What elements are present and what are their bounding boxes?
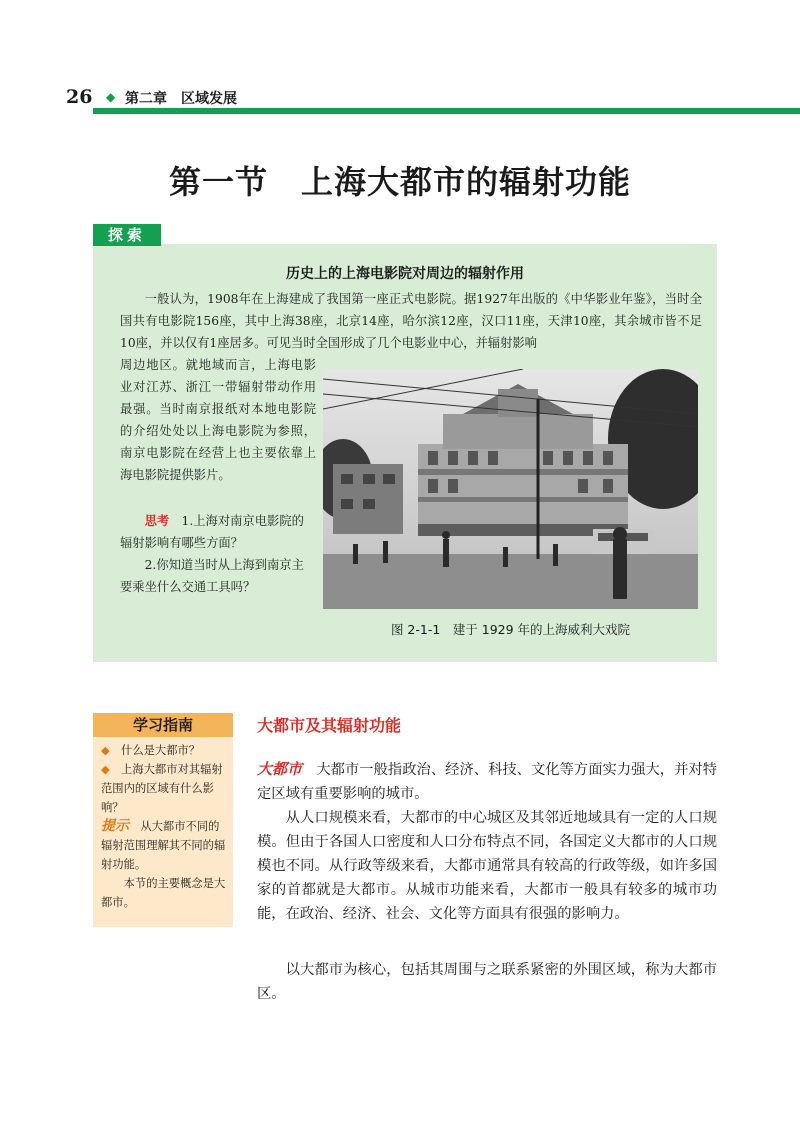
guide-concept: 本节的主要概念是大都市。	[101, 877, 226, 909]
body-paragraph: 从人口规模来看，大都市的中心城区及其邻近地域具有一定的人口规模。但由于各国人口密度和人口分布特点不同，各国定义大都市的人口规模也不同。从行政等级来看，大都市通常具有较高的行政等级，如许多国家的首都就是大都市。从城市功能来看，大都市一般具有较多的城市功能，在政治、经济、社会、文化等方面具有很强的影响力。	[257, 810, 717, 922]
explore-tab: 探索	[93, 224, 161, 246]
header-rule	[93, 108, 800, 114]
think-questions	[120, 510, 316, 598]
explore-paragraph-continued: 周边地区。就地域而言，上海电影业对江苏、浙江一带辐射带动作用最强。当时南京报纸对本地电影院的介绍处处以上海电影院为参照，南京电影院在经营上也主要依靠上海电影院提供影片。	[120, 358, 316, 482]
theater-photo	[323, 369, 698, 609]
subsection-heading: 大都市及其辐射功能	[257, 716, 402, 735]
study-guide-heading: 学习指南	[93, 713, 233, 737]
definition-term: 大都市	[257, 760, 303, 778]
think-question-1: 1.上海对南京电影院的辐射影响有哪些方面？	[120, 514, 304, 550]
diamond-icon: ◆	[106, 90, 116, 104]
guide-item: ◆ 什么是大都市？	[101, 744, 201, 757]
section-title: 第一节 上海大都市的辐射功能	[168, 163, 631, 201]
photo-caption: 图 2-1-1 建于 1929 年的上海威利大戏院	[390, 622, 631, 637]
explore-title: 历史上的上海电影院对周边的辐射作用	[286, 266, 524, 282]
study-guide-text	[101, 741, 229, 912]
explore-paragraph: 一般认为，1908年在上海建成了我国第一座正式电影院。据1927年出版的《中华影业年鉴》，当时全国共有电影院156座，其中上海38座，北京14座，哈尔滨12座，汉口11座，天津10座，其余城市皆不足10座，并以仅有1座居多。可见当时全国形成了几个电影业中心，并辐射影响	[120, 292, 702, 350]
think-label: 思考	[144, 514, 170, 528]
page-number: 26	[66, 86, 93, 108]
definition-paragraph: 大都市 大都市一般指政治、经济、科技、文化等方面实力强大，并对特定区域有重要影响的城市。	[257, 760, 717, 802]
chapter-header: 第二章 区域发展	[125, 91, 237, 107]
body-paragraph: 以大都市为核心，包括其周围与之联系紧密的外围区域，称为大都市区。	[257, 962, 717, 1002]
think-question-2: 2.你知道当时从上海到南京主要乘坐什么交通工具吗？	[120, 558, 304, 594]
guide-item: ◆ 上海大都市对其辐射范围内的区域有什么影响？	[101, 763, 223, 814]
guide-hint: 提示 从大都市不同的辐射范围理解其不同的辐射功能。	[101, 818, 226, 871]
diamond-icon: ◆	[101, 744, 110, 757]
diamond-icon: ◆	[101, 763, 110, 776]
